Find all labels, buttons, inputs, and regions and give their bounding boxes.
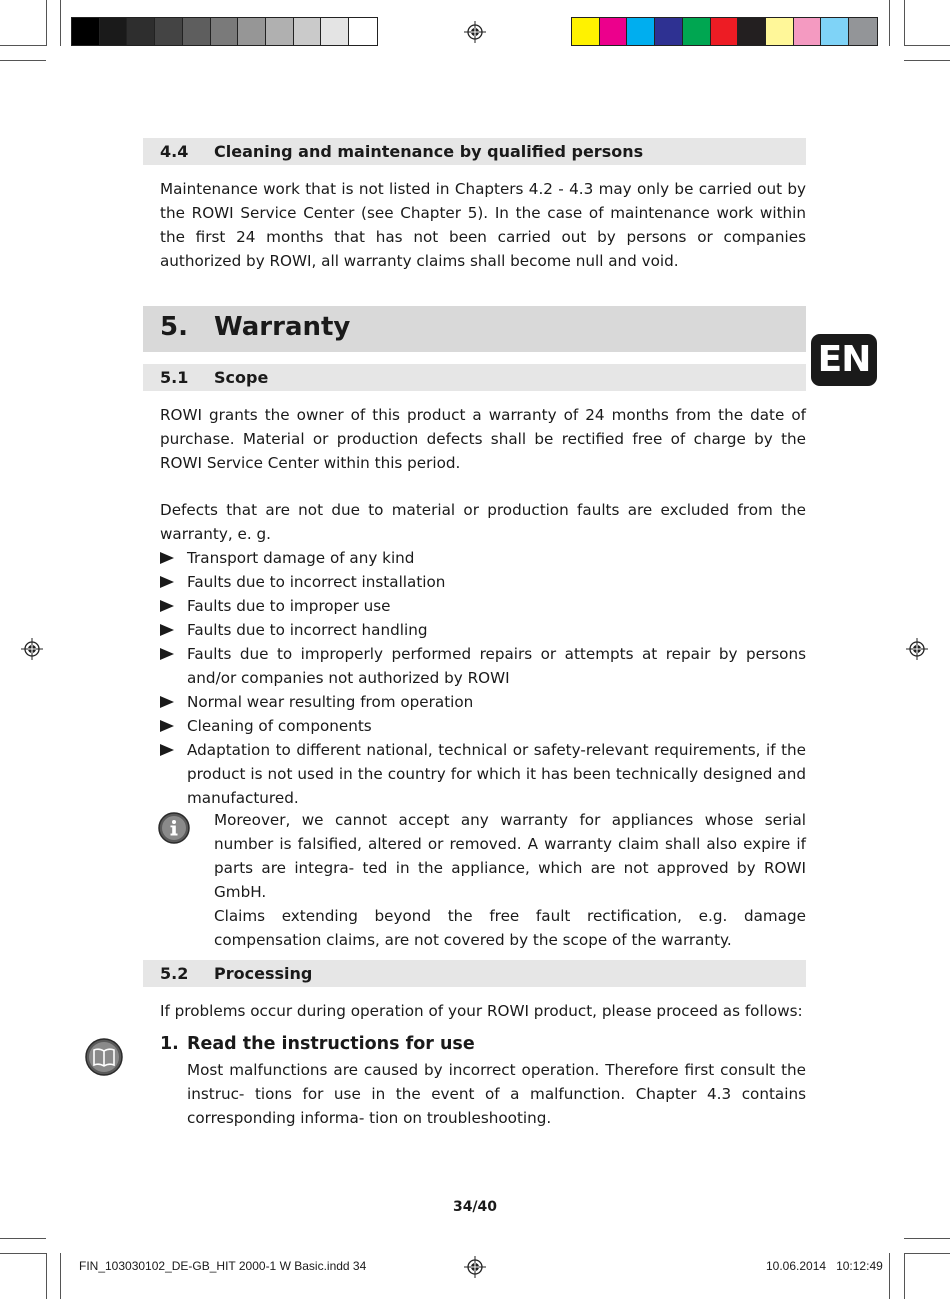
color-swatch	[738, 18, 766, 45]
crop-mark	[0, 60, 46, 61]
list-item	[160, 570, 806, 594]
color-swatch	[72, 18, 100, 45]
paragraph: Defects that are not due to material or production faults are excluded from the warranty, e. g.	[160, 501, 806, 543]
bullet-arrow-icon	[160, 744, 174, 756]
registration-mark-icon	[21, 638, 43, 660]
color-swatch	[711, 18, 739, 45]
chapter-number: 5.	[160, 312, 188, 342]
list-item	[160, 690, 806, 714]
color-swatch	[183, 18, 211, 45]
step-number: 1.	[160, 1034, 179, 1054]
crop-mark	[889, 0, 890, 46]
chapter-heading-5	[143, 306, 806, 352]
list-item-text: Faults due to improper use	[187, 597, 391, 615]
crop-mark	[60, 0, 61, 46]
list-item	[160, 738, 806, 810]
language-badge: EN	[811, 334, 877, 386]
list-item-text: Transport damage of any kind	[187, 549, 415, 567]
color-swatch	[849, 18, 877, 45]
bullet-arrow-icon	[160, 600, 174, 612]
section-heading-5-2	[143, 960, 806, 987]
paragraph: If problems occur during operation of your ROWI product, please proceed as follows:	[160, 1002, 803, 1020]
crop-mark	[904, 45, 950, 46]
crop-mark	[904, 1238, 950, 1239]
list-item	[160, 642, 806, 690]
section-title: Cleaning and maintenance by qualified persons	[214, 142, 644, 161]
warranty-note	[214, 808, 806, 952]
crop-mark	[904, 1253, 905, 1299]
color-swatch	[100, 18, 128, 45]
section-5-2-intro	[160, 999, 806, 1023]
registration-mark-icon	[464, 1256, 486, 1278]
crop-mark	[889, 1253, 890, 1299]
list-item-text: Normal wear resulting from operation	[187, 693, 474, 711]
bullet-arrow-icon	[160, 576, 174, 588]
bullet-arrow-icon	[160, 696, 174, 708]
color-swatch	[683, 18, 711, 45]
section-5-1-exclusions-intro	[160, 498, 806, 546]
bullet-arrow-icon	[160, 720, 174, 732]
list-item	[160, 594, 806, 618]
exclusion-list	[160, 546, 806, 810]
section-number: 5.1	[160, 368, 189, 387]
process-color-bar	[571, 17, 878, 46]
page-number: 34/40	[452, 1199, 498, 1215]
color-swatch	[155, 18, 183, 45]
color-swatch	[349, 18, 377, 45]
crop-mark	[904, 0, 905, 46]
section-5-1-body	[160, 403, 806, 475]
color-swatch	[766, 18, 794, 45]
color-swatch	[321, 18, 349, 45]
crop-mark	[0, 1253, 46, 1254]
color-swatch	[127, 18, 155, 45]
crop-mark	[904, 60, 950, 61]
crop-mark	[0, 1238, 46, 1239]
grayscale-color-bar	[71, 17, 378, 46]
footer-time: 10:12:49	[836, 1259, 883, 1273]
section-title: Scope	[214, 368, 269, 387]
footer-timestamp	[766, 1259, 883, 1273]
bullet-arrow-icon	[160, 624, 174, 636]
list-item	[160, 714, 806, 738]
crop-mark	[46, 1253, 47, 1299]
paragraph: Most malfunctions are caused by incorrect operation. Therefore first consult the instruc- tions for use in the event of a malfunction. Chapter 4.3 contains corresponding informa- tion on troubleshooting.	[187, 1061, 806, 1127]
chapter-title: Warranty	[214, 312, 351, 342]
list-item-text: Cleaning of components	[187, 717, 372, 735]
crop-mark	[0, 45, 46, 46]
list-item-text: Faults due to incorrect handling	[187, 621, 428, 639]
section-heading-5-1	[143, 364, 806, 391]
footer-file-info: FIN_103030102_DE-GB_HIT 2000-1 W Basic.indd 34	[79, 1259, 367, 1273]
paragraph: Maintenance work that is not listed in Chapters 4.2 - 4.3 may only be carried out by the ROWI Service Center (see Chapter 5). In the case of maintenance work within the first 24 months that has not been carried out by persons or companies authorized by ROWI, all warranty claims shall become null and void.	[160, 180, 806, 270]
section-number: 5.2	[160, 964, 189, 983]
crop-mark	[46, 0, 47, 46]
footer-date: 10.06.2014	[766, 1259, 827, 1273]
list-item-text: Adaptation to different national, technical or safety-relevant requirements, if the product is not used in the country for which it has been technically designed and manufactured.	[187, 741, 806, 807]
color-swatch	[794, 18, 822, 45]
step-title: Read the instructions for use	[187, 1034, 475, 1054]
list-item-text: Faults due to improperly performed repairs or attempts at repair by persons and/or companies not authorized by ROWI	[187, 645, 806, 687]
list-item-text: Faults due to incorrect installation	[187, 573, 446, 591]
color-swatch	[211, 18, 239, 45]
registration-mark-icon	[906, 638, 928, 660]
section-title: Processing	[214, 964, 313, 983]
color-swatch	[627, 18, 655, 45]
color-swatch	[294, 18, 322, 45]
paragraph: ROWI grants the owner of this product a warranty of 24 months from the date of purchase. Material or production defects shall be rectified free of charge by the ROWI Service Center within this period.	[160, 406, 806, 472]
manual-book-icon	[85, 1038, 123, 1076]
list-item	[160, 618, 806, 642]
info-icon	[158, 812, 190, 844]
crop-mark	[904, 1253, 950, 1254]
crop-mark	[60, 1253, 61, 1299]
registration-mark-icon	[464, 21, 486, 43]
section-number: 4.4	[160, 142, 189, 161]
bullet-arrow-icon	[160, 552, 174, 564]
color-swatch	[238, 18, 266, 45]
note-paragraph: Claims extending beyond the free fault rectification, e.g. damage compensation claims, are not covered by the scope of the warranty.	[214, 907, 806, 949]
section-4-4-body	[160, 177, 806, 273]
bullet-arrow-icon	[160, 648, 174, 660]
step-heading	[160, 1034, 475, 1054]
step-body	[187, 1058, 806, 1130]
section-heading-4-4	[143, 138, 806, 165]
color-swatch	[655, 18, 683, 45]
color-swatch	[572, 18, 600, 45]
list-item	[160, 546, 806, 570]
color-swatch	[600, 18, 628, 45]
color-swatch	[266, 18, 294, 45]
color-swatch	[821, 18, 849, 45]
note-paragraph: Moreover, we cannot accept any warranty for appliances whose serial number is falsified, altered or removed. A warranty claim shall also expire if parts are integra- ted in the appliance, which are not approved by ROWI GmbH.	[214, 811, 806, 901]
